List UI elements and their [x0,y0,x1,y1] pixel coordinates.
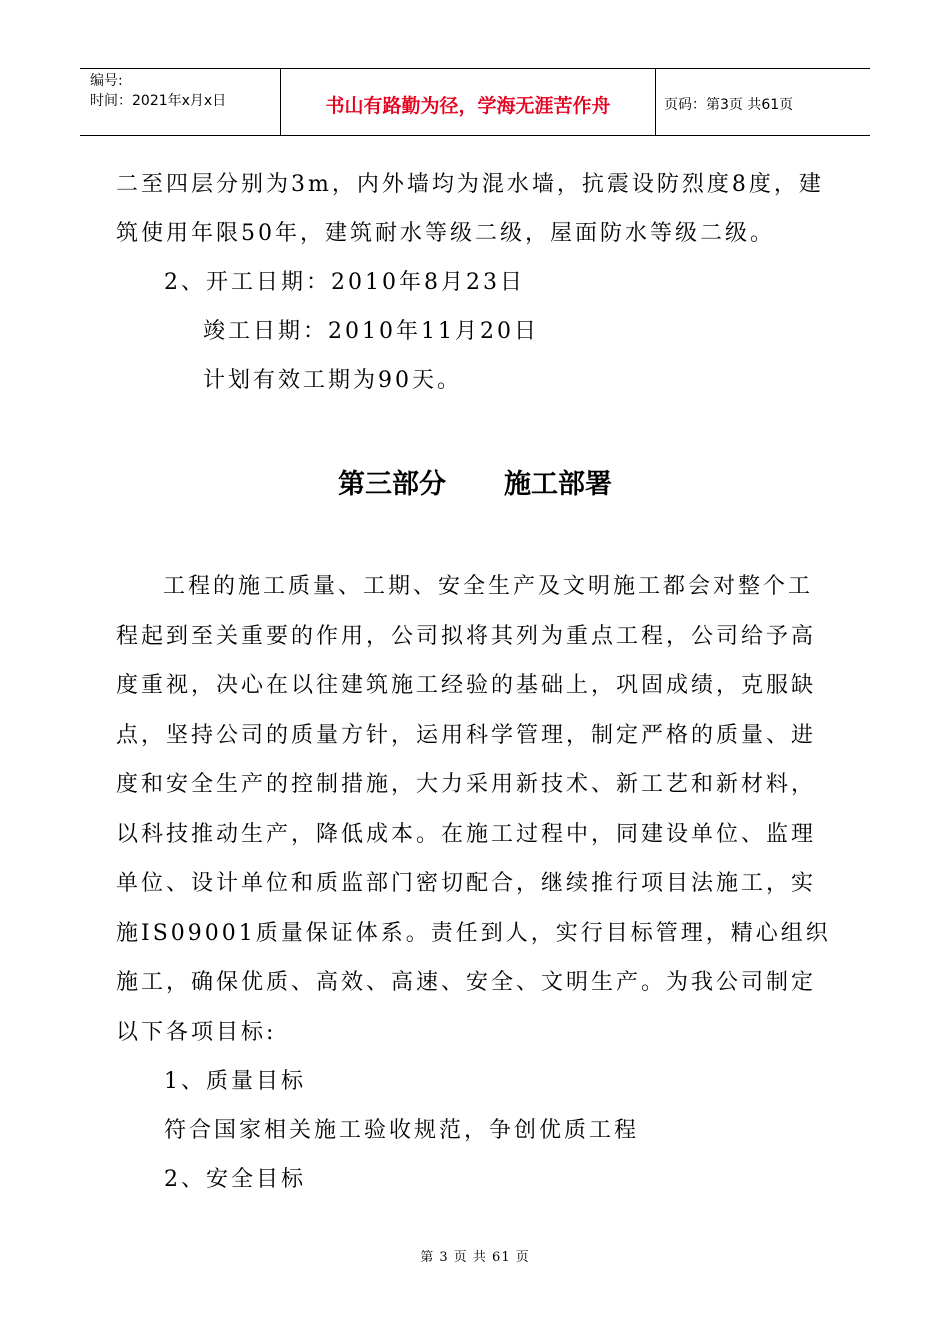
paragraph-line: 施工，确保优质、高效、高速、安全、文明生产。为我公司制定 [116,970,817,995]
document-time: 时间：2021年x月x日 [90,93,227,109]
section-name: 施工部署 [504,469,612,500]
intro-line-1: 二至四层分别为3m，内外墙均为混水墙，抗震设防烈度8度，建 [116,172,824,197]
start-date: 2、开工日期：2010年8月23日 [164,270,525,295]
deployment-paragraph [116,562,846,1057]
paragraph-line: 施IS09001质量保证体系。责任到人，实行目标管理，精心组织 [116,920,831,946]
paragraph-line: 单位、设计单位和质监部门密切配合，继续推行项目法施工，实 [116,871,817,896]
paragraph-line: 以科技推动生产，降低成本。在施工过程中，同建设单位、监理 [116,821,817,847]
quality-goal-heading: 1、质量目标 [164,1069,306,1094]
header-page-code: 页码：第3页 共61页 [664,97,794,113]
section-title [0,462,950,501]
document-number-label: 编号: [90,73,123,89]
header-page-cell [656,69,870,135]
section-part: 第三部分 [338,469,446,500]
paragraph-line: 以下各项目标: [116,1019,277,1045]
paragraph-line: 度和安全生产的控制措施，大力采用新技术、新工艺和新材料， [116,772,817,797]
paragraph-line: 度重视，决心在以往建筑施工经验的基础上，巩固成绩，克服缺 [116,673,817,698]
header-motto: 书山有路勤为径，学海无涯苦作舟 [325,94,611,117]
page-footer: 第 3 页 共 61 页 [420,1250,530,1265]
intro-line-2: 筑使用年限50年，建筑耐水等级二级，屋面防水等级二级。 [116,221,775,246]
duration: 计划有效工期为90天。 [203,368,462,393]
safety-goal-heading: 2、安全目标 [164,1167,306,1192]
quality-goal-text: 符合国家相关施工验收规范，争创优质工程 [164,1118,640,1143]
header-table [80,68,870,136]
header-motto-cell [280,69,656,135]
end-date: 竣工日期：2010年11月20日 [203,319,539,344]
paragraph-line: 工程的施工质量、工期、安全生产及文明施工都会对整个工 [163,574,814,599]
paragraph-line: 点，坚持公司的质量方针，运用科学管理，制定严格的质量、进 [116,722,817,748]
paragraph-line: 程起到至关重要的作用，公司拟将其列为重点工程，公司给予高 [116,623,817,649]
header-left-cell [80,69,280,135]
